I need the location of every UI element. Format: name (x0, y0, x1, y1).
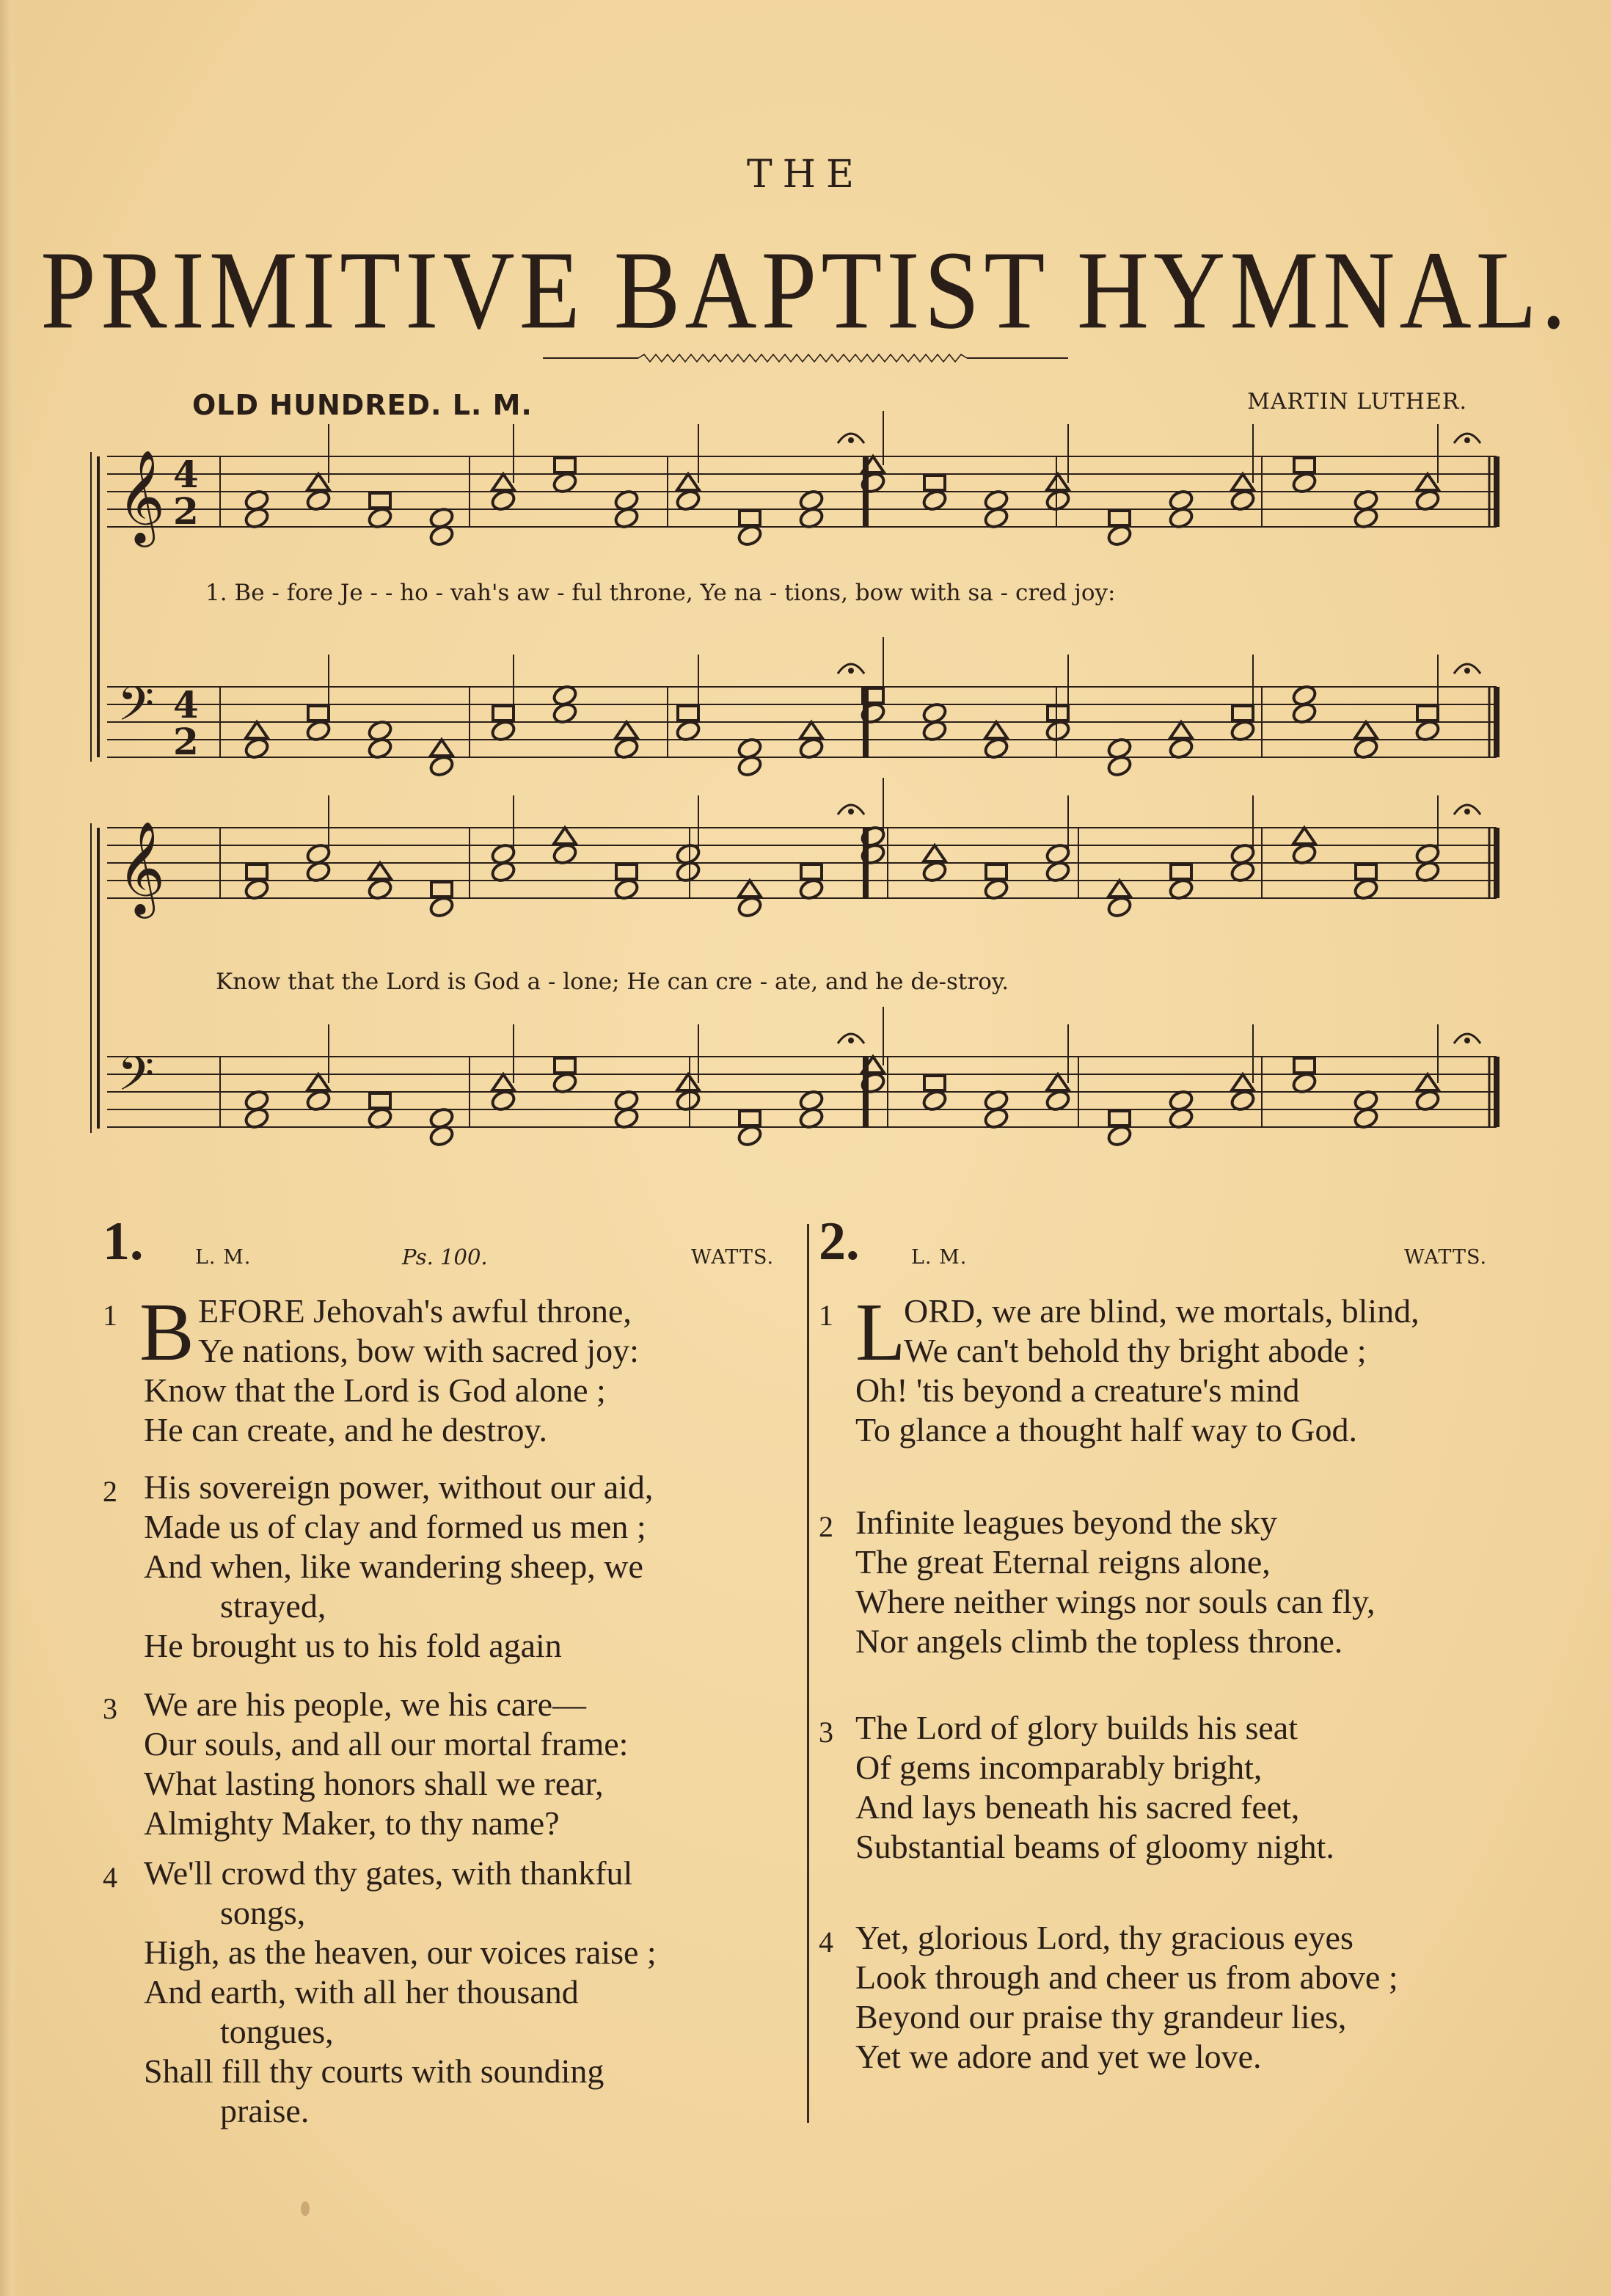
note-head (246, 864, 267, 879)
note-head (369, 863, 391, 879)
stanza-number: 2 (819, 1510, 833, 1543)
verse-line: ORD, we are blind, we mortals, blind, (904, 1292, 1420, 1330)
note-head (739, 511, 760, 525)
note-head (800, 722, 822, 738)
note-head (1355, 722, 1377, 738)
stanza (103, 1468, 800, 1666)
stanza (819, 1918, 1523, 2077)
hymn-psalm: Ps. 100. (402, 1244, 488, 1269)
verse-line: He brought us to his fold again (144, 1627, 562, 1664)
note-head (678, 706, 698, 721)
note-head (492, 1074, 514, 1090)
note-head (1232, 1074, 1254, 1090)
verse-line: Where neither wings nor souls can fly, (855, 1583, 1376, 1620)
stanza-number: 3 (819, 1716, 833, 1749)
verse-line: praise. (220, 2092, 310, 2129)
fermata-dot (1464, 1038, 1470, 1043)
verse-line: We are his people, we his care— (144, 1685, 586, 1723)
note-head (1417, 474, 1439, 490)
verse-line: Substantial beams of gloomy night. (855, 1828, 1334, 1865)
drop-cap: B (139, 1287, 194, 1378)
note-head (492, 474, 514, 490)
note-head (801, 864, 822, 879)
tune-name: OLD HUNDRED. L. M. (192, 389, 533, 421)
clef-icon: 𝄞 (117, 820, 166, 914)
note-head (554, 828, 576, 844)
stanza-number: 2 (103, 1475, 117, 1508)
verse-line: Almighty Maker, to thy name? (144, 1804, 560, 1842)
verse-line: Our souls, and all our mortal frame: (144, 1725, 629, 1763)
column-divider (807, 1224, 809, 2123)
verse-line: Oh! 'tis beyond a creature's mind (855, 1371, 1300, 1409)
drop-cap: L (855, 1287, 906, 1378)
note-head (493, 706, 514, 721)
verse-line: The Lord of glory builds his seat (855, 1709, 1298, 1746)
title-article: THE (747, 153, 864, 197)
note-head (1109, 1111, 1130, 1126)
verse-line: Ye nations, bow with sacred joy: (198, 1332, 639, 1369)
verse-line: What lasting honors shall we rear, (144, 1765, 604, 1802)
note-head (370, 1093, 390, 1108)
verse-line: And earth, with all her thousand (144, 1973, 579, 2011)
note-head (677, 474, 699, 490)
verse-line: He can create, and he destroy. (144, 1411, 548, 1448)
time-signature-top: 4 (173, 453, 199, 496)
note-head (677, 1074, 699, 1090)
verse-line: Nor angels climb the topless throne. (855, 1622, 1343, 1660)
verse-line: The great Eternal reigns alone, (855, 1543, 1271, 1581)
note-head (1108, 881, 1130, 897)
note-head (1356, 864, 1376, 879)
note-head (1170, 722, 1192, 738)
time-signature-bottom: 2 (173, 720, 199, 763)
verse-line: To glance a thought half way to God. (855, 1411, 1358, 1448)
hymn-meter: L. M. (195, 1246, 252, 1269)
verse-line: songs, (220, 1894, 306, 1931)
note-head (616, 864, 637, 879)
note-head (986, 864, 1007, 879)
verse-line: Beyond our praise thy grandeur lies, (855, 1998, 1347, 2036)
stanza-number: 4 (103, 1861, 117, 1894)
hymn-author: WATTS. (1404, 1246, 1488, 1269)
note-head (1417, 1074, 1439, 1090)
stanza-number: 1 (103, 1299, 117, 1332)
verse-line: tongues, (220, 2013, 334, 2050)
note-head (1293, 828, 1315, 844)
clef-icon: 𝄞 (117, 449, 166, 543)
fermata-dot (1464, 809, 1470, 814)
lyric-line-1: 1. Be - fore Je - - ho - vah's aw - ful throne, Ye na - tions, bow with sa - cred joy: (205, 580, 1116, 606)
stanza (103, 1287, 800, 1450)
verse-line: His sovereign power, without our aid, (144, 1468, 654, 1506)
fermata-dot (1464, 668, 1470, 674)
stanza (819, 1708, 1523, 1867)
verse-line: Know that the Lord is God alone ; (144, 1371, 606, 1409)
note-head (924, 475, 945, 490)
paper-stain (301, 2201, 310, 2216)
fermata-dot (1464, 437, 1470, 443)
stanza (103, 1854, 800, 2131)
note-head (555, 458, 575, 473)
note-head (1047, 1074, 1069, 1090)
note-head (985, 722, 1007, 738)
verse-line: Infinite leagues beyond the sky (855, 1504, 1277, 1541)
note-head (1232, 474, 1254, 490)
page-title: PRIMITIVE BAPTIST HYMNAL. (40, 229, 1571, 352)
stanza-number: 1 (819, 1299, 833, 1332)
verse-line: High, as the heaven, our voices raise ; (144, 1934, 657, 1971)
final-bar (1494, 687, 1499, 757)
clef-icon: 𝄢 (117, 1047, 155, 1113)
stanza (103, 1685, 800, 1843)
verse-line: We'll crowd thy gates, with thankful (144, 1854, 633, 1892)
fermata-dot (848, 1038, 854, 1043)
hymn-number: 1. (103, 1211, 144, 1272)
note-head (924, 1076, 945, 1090)
final-bar (1494, 1057, 1499, 1127)
stanza (819, 1503, 1523, 1661)
fermata-dot (848, 437, 854, 443)
hymn-meter: L. M. (911, 1246, 968, 1269)
note-head (1417, 706, 1438, 721)
music-score (88, 411, 1511, 1189)
hymn-number: 2. (819, 1211, 860, 1272)
verse-line: Look through and cheer us from above ; (855, 1958, 1398, 1996)
final-bar (1494, 828, 1499, 898)
ornamental-rule (543, 349, 1068, 367)
note-head (431, 882, 452, 897)
note-head (370, 493, 390, 508)
note-head (739, 1111, 760, 1126)
note-head (1048, 706, 1068, 721)
hymn-author: WATTS. (691, 1246, 775, 1269)
final-bar (1494, 456, 1499, 527)
fermata-dot (848, 668, 854, 674)
stanza (819, 1287, 1523, 1450)
verse-line: And lays beneath his sacred feet, (855, 1788, 1300, 1826)
composer: MARTIN LUTHER. (1247, 389, 1467, 415)
verse-line: EFORE Jehovah's awful throne, (198, 1292, 632, 1330)
time-signature-top: 4 (173, 683, 199, 726)
time-signature-bottom: 2 (173, 489, 199, 533)
note-head (924, 845, 946, 861)
note-head (1109, 511, 1130, 525)
verse-line: And when, like wandering sheep, we (144, 1548, 643, 1585)
stanza-number: 3 (103, 1692, 117, 1725)
note-head (1294, 458, 1315, 473)
note-head (739, 881, 761, 897)
stanza-number: 4 (819, 1925, 833, 1958)
lyric-line-2: Know that the Lord is God a - lone; He can cre - ate, and he de-stroy. (216, 969, 1009, 995)
fermata-dot (848, 809, 854, 814)
note-head (307, 474, 329, 490)
verse-line: Yet, glorious Lord, thy gracious eyes (855, 1919, 1354, 1956)
note-head (308, 706, 329, 721)
clef-icon: 𝄢 (117, 677, 155, 743)
verse-line: Yet we adore and yet we love. (855, 2038, 1262, 2075)
note-head (1171, 864, 1191, 879)
note-head (1232, 706, 1253, 721)
note-head (615, 722, 638, 738)
note-head (1047, 474, 1069, 490)
note-head (555, 1058, 575, 1073)
verse-line: Shall fill thy courts with sounding (144, 2052, 604, 2090)
note-head (431, 740, 453, 756)
note-head (307, 1074, 329, 1090)
note-head (246, 722, 268, 738)
verse-line: strayed, (220, 1587, 326, 1625)
note-head (1294, 1058, 1315, 1073)
verse-line: Of gems incomparably bright, (855, 1749, 1263, 1786)
verse-line: Made us of clay and formed us men ; (144, 1508, 646, 1545)
verse-line: We can't behold thy bright abode ; (904, 1332, 1367, 1369)
